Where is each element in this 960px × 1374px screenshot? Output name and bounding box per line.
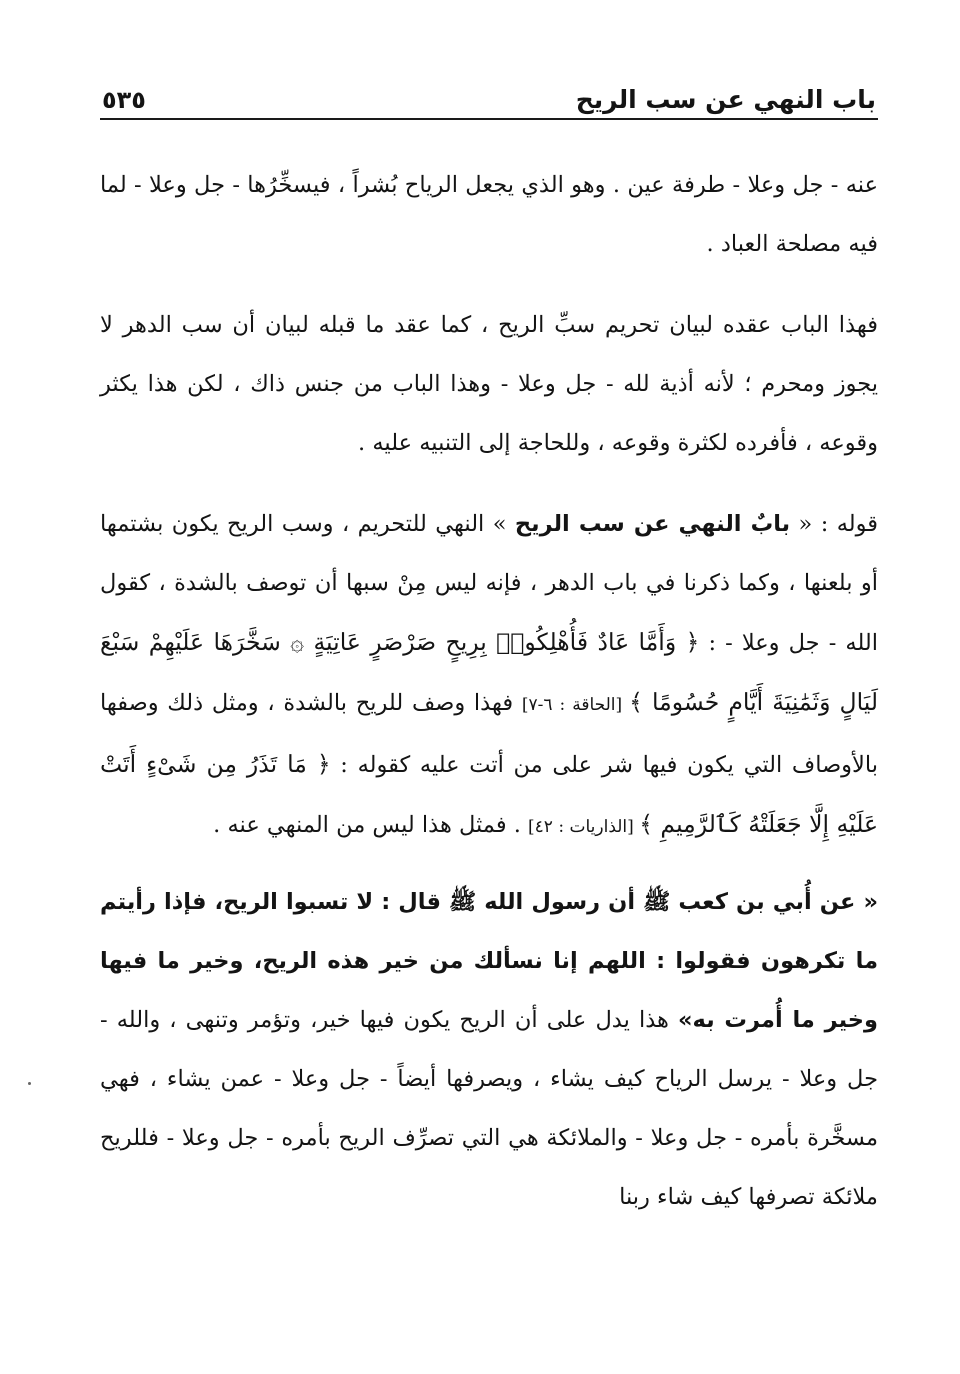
paragraph-chapter-commentary [100, 495, 878, 857]
quran-verse: ﴿ مَا تَذَرُ مِن شَىْءٍ أَتَتْ عَلَيْهِ إِلَّا جَعَلَتْهُ كَٱلرَّمِيمِ ﴾ [100, 750, 878, 838]
quran-verse: ﴿ وَأَمَّا عَادٌ فَأُهْلِكُوا۟ بِرِيحٍ صَرْصَرٍ عَاتِيَةٍ ۞ سَخَّرَهَا عَلَيْهِمْ سَبْعَ لَيَالٍ وَثَمَٰنِيَةَ أَيَّامٍ حُسُومًا ﴾ [100, 628, 878, 716]
page-number: ٥٣٥ [102, 86, 146, 114]
page-body [100, 156, 878, 1227]
verse-reference: [الذاريات : ٤٢] [528, 817, 640, 837]
commentary-text: . فمثل هذا ليس من المنهي عنه . [213, 812, 529, 838]
quote-intro: قوله : « [790, 511, 878, 537]
verse-reference: [الحاقة : ٦-٧] [521, 695, 630, 715]
running-head: باب النهي عن سب الريح [575, 85, 876, 114]
book-page [100, 78, 878, 1227]
commentary-text: فهذا وصف للريح بالشدة ، ومثل ذلك وصفها بالأوصاف التي يكون فيها شر على من أتت عليه كقوله : [100, 690, 878, 778]
paragraph-hadith [100, 873, 878, 1227]
scan-speck [28, 1082, 31, 1085]
commentary-text: » النهي للتحريم ، وسب الريح يكون بشتمها أو بلعنها ، وكما ذكرنا في باب الدهر ، فإنه ليس مِنْ سبها أن توصف بالشدة ، كقول الله - جل وعلا - : [100, 511, 879, 656]
page-header [100, 78, 878, 120]
hadith-text: « عن أُبي بن كعب ﷺ أن رسول الله ﷺ قال : لا تسبوا الريح، فإذا رأيتم ما تكرهون فقولوا : اللهم إنا نسألك من خير هذه الريح، وخير ما فيها وخير ما أُمرت به» [100, 889, 879, 1033]
paragraph-chapter-purpose: فهذا الباب عقده لبيان تحريم سبِّ الريح ، كما عقد ما قبله لبيان أن سب الدهر لا يجوز ومحرم ؛ لأنه أذية لله - جل وعلا - وهذا الباب من جنس ذاك ، لكن هذا يكثر وقوعه ، فأفرده لكثرة وقوعه ، وللحاجة إلى التنبيه عليه . [100, 312, 878, 456]
hadith-commentary: هذا يدل على أن الريح يكون فيها خير، وتؤمر وتنهى ، والله - جل وعلا - يرسل الرياح كيف يشاء ، ويصرفها أيضاً - جل وعلا - عمن يشاء ، فهي مسخَّرة بأمره - جل وعلا - والملائكة هي التي تصرِّف الريح بأمره - جل وعلا - فللريح ملائكة تصرفها كيف شاء ربنا [100, 1007, 878, 1210]
paragraph-continuation: عنه - جل وعلا - طرفة عين . وهو الذي يجعل الرياح بُشراً ، فيسخِّرُها - جل وعلا - لما فيه مصلحة العباد . [100, 172, 878, 257]
chapter-title-quote: بابٌ النهي عن سب الريح [514, 511, 791, 537]
